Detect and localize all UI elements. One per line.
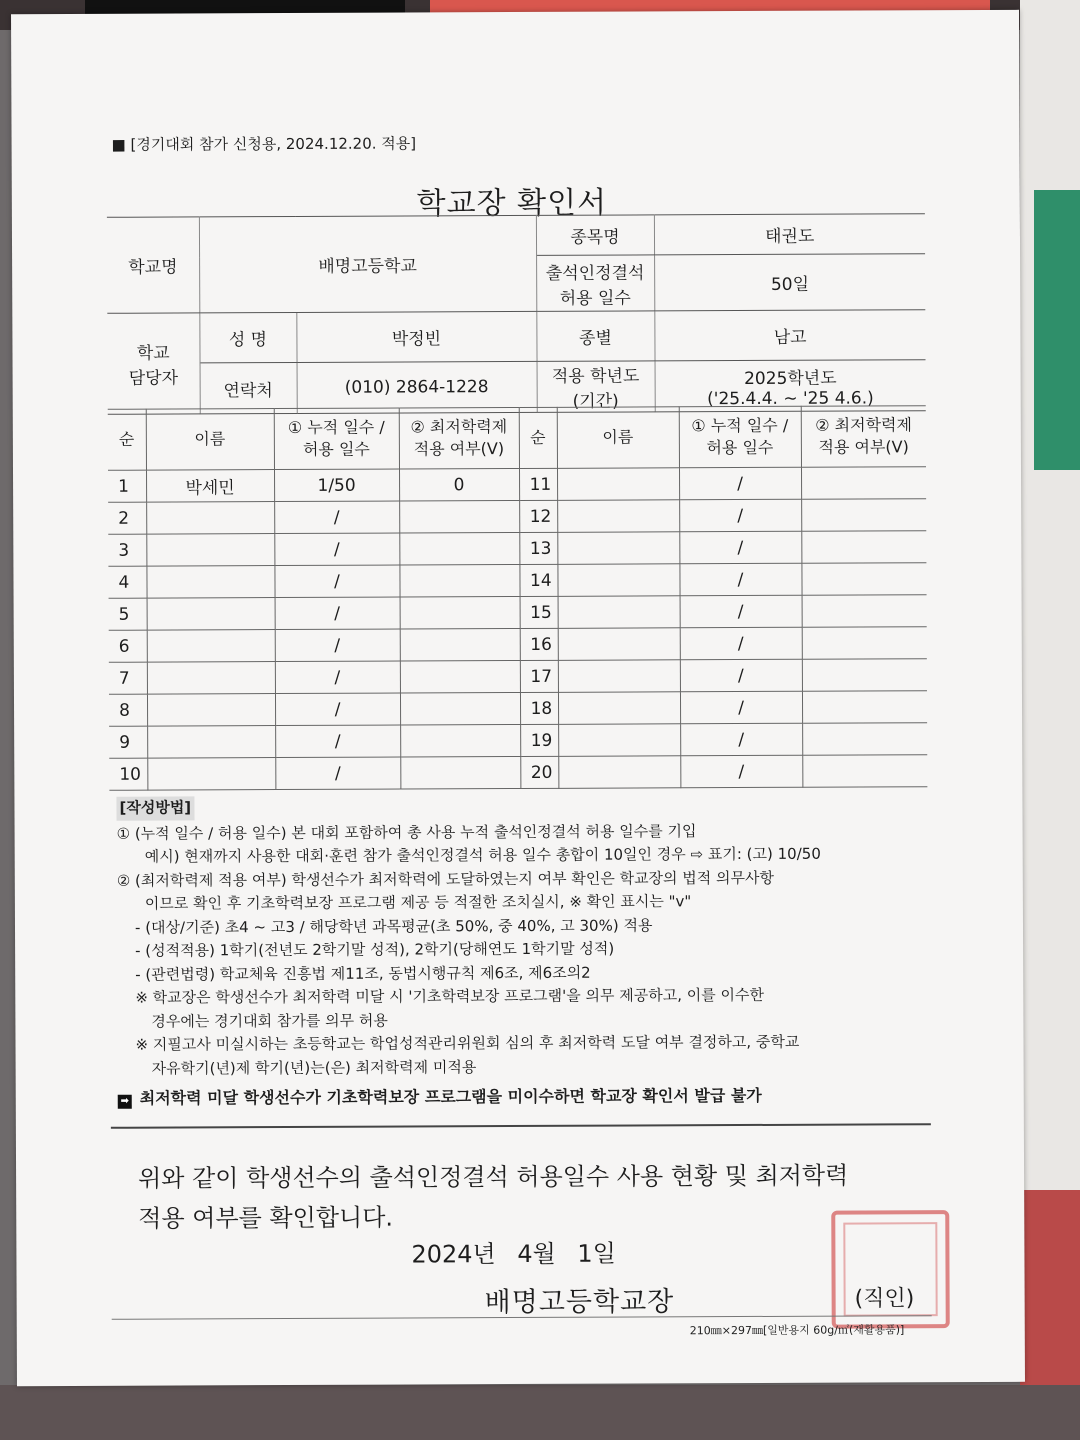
student-name	[558, 660, 680, 693]
background-table	[0, 1385, 1080, 1440]
student-name: 박세민	[146, 470, 274, 503]
min-achievement-cell	[400, 692, 520, 725]
student-name	[147, 598, 275, 631]
event-value: 태권도	[654, 214, 925, 255]
days-cell: /	[275, 725, 400, 758]
row-number: 4	[108, 566, 146, 598]
student-name	[146, 502, 274, 535]
seal-label: (직인)	[854, 1286, 915, 1312]
method-line: - (관련법령) 학교체육 진흥법 제11조, 동법시행규칙 제6조, 제6조의2	[135, 963, 591, 984]
method-line: ① (누적 일수 / 허용 일수) 본 대회 포함하여 총 사용 누적 출석인정결석 허용 일수를 기입	[116, 821, 697, 843]
method-line: 예시) 현재까지 사용한 대회·훈련 참가 출석인정결석 허용 일수 총합이 10일인 경우 ⇨ 표기: (고) 10/50	[144, 844, 821, 866]
days-cell: /	[680, 595, 802, 628]
row-number: 10	[109, 758, 147, 790]
row-number: 5	[109, 598, 147, 630]
days-cell: /	[680, 659, 802, 692]
background-red-object	[1020, 1190, 1080, 1390]
year-label: 적용 학년도 (기간)	[537, 361, 655, 413]
min-achievement-cell	[400, 628, 520, 661]
row-number: 18	[520, 692, 558, 724]
min-achievement-cell	[802, 627, 927, 660]
days-cell: /	[679, 531, 801, 564]
table-row	[109, 627, 927, 663]
header-note: ■ [경기대회 참가 신청용, 2024.12.20. 적용]	[111, 134, 417, 154]
student-name	[557, 532, 679, 565]
student-name	[147, 758, 275, 791]
student-name	[558, 692, 680, 725]
row-number: 6	[109, 630, 147, 662]
student-name	[146, 566, 274, 599]
name-label: 성 명	[199, 312, 296, 362]
days-cell: /	[274, 533, 399, 566]
min-achievement-cell	[801, 467, 926, 500]
table-row	[109, 691, 927, 727]
student-name	[147, 662, 275, 695]
student-name	[557, 500, 679, 533]
days-cell: /	[680, 627, 802, 660]
min-achievement-cell	[400, 724, 520, 757]
min-achievement-cell	[400, 660, 520, 693]
table-row	[108, 499, 926, 535]
row-number: 16	[520, 628, 558, 660]
days-cell: /	[275, 757, 400, 790]
student-name	[557, 564, 679, 597]
col-no-left: 순	[108, 409, 146, 470]
method-line: - (대상/기준) 초4 ~ 고3 / 해당학년 과목평균(초 50%, 중 40%, 고 30%) 적용	[134, 915, 653, 937]
min-achievement-cell	[399, 500, 519, 533]
row-number: 1	[108, 470, 146, 502]
row-number: 15	[520, 596, 558, 628]
method-line: ② (최저학력제 적용 여부) 학생선수가 최저학력에 도달하였는지 여부 확인은 학교장의 법적 의무사항	[116, 868, 775, 890]
method-line: ※ 지필고사 미실시하는 초등학교는 학업성적관리위원회 심의 후 최저학력 도달 여부 결정하고, 중학교	[135, 1032, 800, 1054]
background-green-object	[1034, 190, 1080, 470]
table-row	[109, 595, 927, 631]
col-name-right: 이름	[557, 407, 679, 469]
principal-title: 배명고등학교장	[484, 1286, 675, 1319]
warning-line: ➡ 최저학력 미달 학생선수가 기초학력보장 프로그램을 미이수하면 학교장 확인서 발급 불가	[118, 1083, 938, 1110]
method-line: 이므로 확인 후 기초학력보장 프로그램 제공 등 적절한 조치실시, ※ 확인 표시는 "v"	[144, 892, 692, 913]
col-min-left: ② 최저학력제 적용 여부(V)	[399, 407, 519, 469]
col-days-right: ① 누적 일수 / 허용 일수	[679, 406, 801, 468]
col-days-left: ① 누적 일수 / 허용 일수	[274, 408, 399, 470]
table-row	[109, 723, 927, 759]
min-achievement-cell	[802, 691, 927, 724]
min-achievement-cell	[802, 755, 927, 788]
min-achievement-cell	[400, 596, 520, 629]
days-cell: /	[274, 565, 399, 598]
table-row	[108, 467, 926, 503]
min-achievement-cell	[801, 531, 926, 564]
year-value: 2025학년도 ('25.4.4. ~ '25 4.6.)	[655, 360, 926, 412]
row-number: 20	[520, 756, 558, 788]
event-label: 종목명	[536, 215, 654, 256]
student-name	[147, 694, 275, 727]
school-value: 배명고등학교	[199, 215, 536, 312]
method-line: - (성적적용) 1학기(전년도 2학기말 성적), 2학기(당해연도 1학기말 성적)	[135, 939, 615, 960]
min-achievement-cell	[801, 499, 926, 532]
row-number: 13	[519, 532, 557, 564]
gender-label: 종별	[536, 311, 654, 362]
contact-value: (010) 2864-1228	[297, 361, 537, 413]
days-cell: /	[679, 467, 801, 500]
col-name-left: 이름	[146, 409, 274, 471]
writing-method	[116, 793, 937, 1110]
min-achievement-cell	[399, 532, 519, 565]
absence-value: 50일	[654, 254, 925, 311]
days-cell: /	[275, 661, 400, 694]
days-cell: /	[275, 693, 400, 726]
student-name	[558, 628, 680, 661]
days-cell: /	[679, 499, 801, 532]
row-number: 3	[108, 534, 146, 566]
student-name	[146, 534, 274, 567]
student-name	[558, 756, 680, 789]
background-right	[1020, 0, 1080, 1440]
manager-label: 학교 담당자	[107, 313, 199, 414]
section-divider	[111, 1123, 931, 1129]
issue-date: 2024년 4월 1일	[411, 1239, 616, 1269]
days-cell: /	[680, 755, 802, 788]
min-achievement-cell	[802, 659, 927, 692]
student-name	[557, 468, 679, 501]
name-value: 박정빈	[296, 311, 536, 362]
days-cell: /	[680, 723, 802, 756]
method-line: 자유학기(년)제 학기(년)는(은) 최저학력제 미적용	[151, 1057, 477, 1078]
row-number: 9	[109, 726, 147, 758]
min-achievement-cell	[802, 595, 927, 628]
min-achievement-cell	[399, 564, 519, 597]
student-name	[147, 630, 275, 663]
student-name	[147, 726, 275, 759]
days-cell: /	[275, 629, 400, 662]
min-achievement-cell	[801, 563, 926, 596]
row-number: 19	[520, 724, 558, 756]
min-achievement-cell	[802, 723, 927, 756]
arrow-box-icon: ➡	[118, 1095, 132, 1109]
absence-label: 출석인정결석 허용 일수	[536, 255, 654, 312]
days-cell: 1/50	[274, 469, 399, 502]
days-cell: /	[680, 691, 802, 724]
table-row	[108, 531, 926, 567]
table-row	[108, 563, 926, 599]
document-paper	[11, 10, 1025, 1386]
row-number: 7	[109, 662, 147, 694]
gender-value: 남고	[654, 310, 925, 361]
document-title: 학교장 확인서	[416, 185, 608, 222]
row-number: 14	[519, 564, 557, 596]
method-title: [작성방법]	[116, 796, 194, 820]
row-number: 2	[108, 502, 146, 534]
min-achievement-cell: 0	[399, 468, 519, 501]
days-cell: /	[274, 501, 399, 534]
col-min-right: ② 최저학력제 적용 여부(V)	[801, 406, 926, 468]
method-line: ※ 학교장은 학생선수가 최저학력 미달 시 '기초학력보장 프로그램'을 의무 제공하고, 이를 이수한	[135, 985, 764, 1007]
method-line: 경우에는 경기대회 참가를 의무 허용	[151, 1011, 388, 1031]
min-achievement-cell	[400, 756, 520, 789]
student-name	[558, 724, 680, 757]
table-row	[109, 659, 927, 695]
row-number: 11	[519, 468, 557, 500]
student-table	[108, 405, 928, 791]
table-row	[109, 755, 927, 791]
days-cell: /	[275, 597, 400, 630]
row-number: 12	[519, 500, 557, 532]
days-cell: /	[679, 563, 801, 596]
row-number: 8	[109, 694, 147, 726]
col-no-right: 순	[519, 407, 557, 468]
paper-spec: 210㎜×297㎜[일반용지 60g/㎡(재활용품)]	[689, 1323, 905, 1338]
contact-label: 연락처	[200, 362, 297, 413]
confirmation-text: 위와 같이 학생선수의 출석인정결석 허용일수 사용 현황 및 최저학력 적용 여부를 확인합니다.	[138, 1161, 849, 1233]
student-name	[558, 596, 680, 629]
school-info-table	[107, 213, 926, 415]
school-label: 학교명	[107, 217, 199, 313]
row-number: 17	[520, 660, 558, 692]
